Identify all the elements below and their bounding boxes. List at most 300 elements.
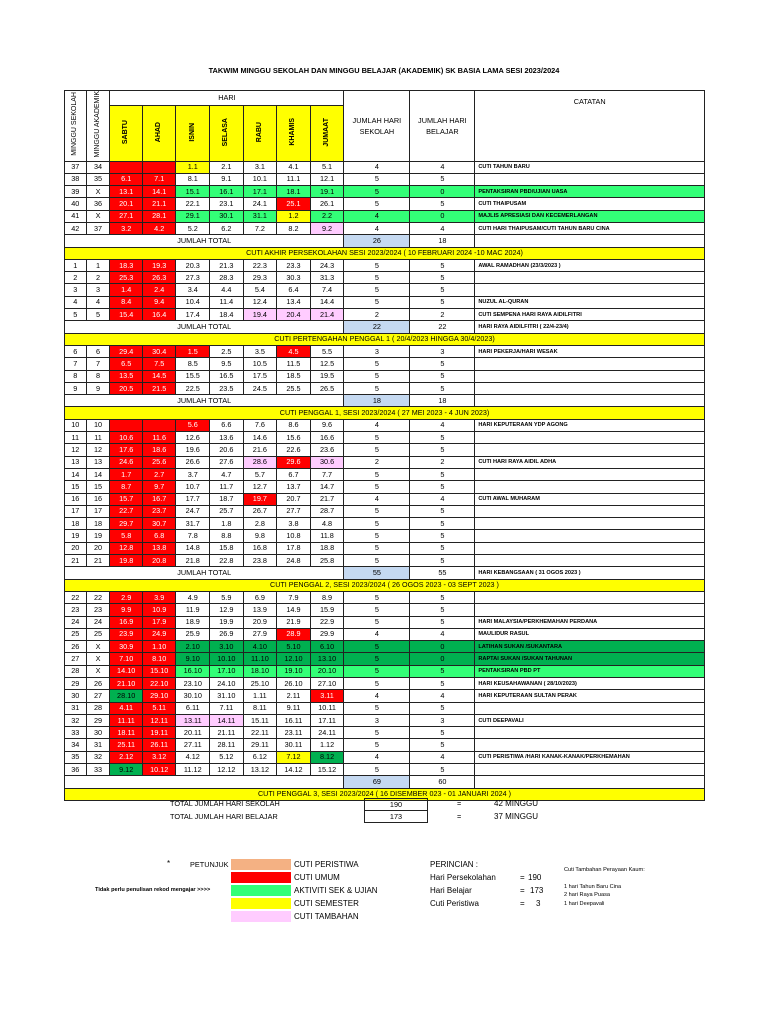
date-cell: 30.4 — [142, 345, 176, 357]
minggu-sekolah-cell: 31 — [65, 702, 87, 714]
jumlah-hari-belajar-cell: 5 — [410, 468, 475, 480]
date-cell: 21.4 — [310, 309, 344, 321]
date-cell: 14.9 — [277, 604, 311, 616]
date-cell: 23.10 — [176, 677, 210, 689]
perincian-eq-3: = — [520, 899, 525, 908]
date-cell: 9.2 — [310, 223, 344, 235]
perincian-label-1: Hari Persekolahan — [430, 873, 496, 882]
date-cell: 20.3 — [176, 259, 210, 271]
week-row — [65, 530, 705, 542]
minggu-sekolah-cell: 18 — [65, 518, 87, 530]
minggu-akademik-cell: 1 — [86, 259, 110, 271]
jumlah-hari-sekolah-cell: 5 — [344, 641, 410, 653]
week-row — [65, 419, 705, 431]
week-row — [65, 296, 705, 308]
jumlah-hari-belajar-cell: 5 — [410, 432, 475, 444]
jumlah-hari-belajar-cell: 5 — [410, 542, 475, 554]
date-cell: 5.1 — [310, 161, 344, 173]
date-cell: 10.5 — [243, 358, 277, 370]
date-cell: 9.11 — [277, 702, 311, 714]
catatan-cell — [475, 727, 705, 739]
week-row — [65, 604, 705, 616]
minggu-sekolah-cell: 12 — [65, 444, 87, 456]
minggu-sekolah-cell: 11 — [65, 432, 87, 444]
week-row — [65, 653, 705, 665]
date-cell: 13.4 — [277, 296, 311, 308]
cuti-banner-row — [65, 247, 705, 259]
jumlah-hari-belajar-cell: 4 — [410, 493, 475, 505]
date-cell: 21.3 — [210, 259, 244, 271]
date-cell: 5.2 — [176, 223, 210, 235]
date-cell: 1.2 — [277, 210, 311, 222]
date-cell: 22.5 — [176, 382, 210, 394]
date-cell: 10.10 — [210, 653, 244, 665]
jumlah-hari-belajar-cell: 2 — [410, 309, 475, 321]
date-cell: 18.4 — [210, 309, 244, 321]
calendar-table — [64, 90, 705, 801]
date-cell: 3.5 — [243, 345, 277, 357]
document-title: TAKWIM MINGGU SEKOLAH DAN MINGGU BELAJAR (AKADEMIK) SK BASIA LAMA SESI 2023/2024 — [208, 66, 560, 75]
date-cell: 28.3 — [210, 272, 244, 284]
date-cell: 11.1 — [277, 173, 311, 185]
minggu-akademik-cell: 30 — [86, 727, 110, 739]
legend-note: Tidak perlu penulisan rekod mengajar >>>> — [95, 887, 211, 893]
minggu-akademik-cell: 18 — [86, 518, 110, 530]
minggu-sekolah-cell: 4 — [65, 296, 87, 308]
catatan-cell — [475, 518, 705, 530]
date-cell: 12.10 — [277, 653, 311, 665]
jumlah-total-label: JUMLAH TOTAL — [65, 567, 344, 579]
date-cell: 17.10 — [210, 665, 244, 677]
minggu-sekolah-cell: 29 — [65, 677, 87, 689]
date-cell: 15.6 — [277, 432, 311, 444]
week-row — [65, 210, 705, 222]
date-cell: 12.6 — [176, 432, 210, 444]
jumlah-hari-sekolah-cell: 5 — [344, 616, 410, 628]
jumlah-hari-belajar-cell: 5 — [410, 702, 475, 714]
date-cell: 2.12 — [110, 751, 142, 763]
minggu-sekolah-cell: 33 — [65, 727, 87, 739]
date-cell: 24.1 — [243, 198, 277, 210]
date-cell: 28.6 — [243, 456, 277, 468]
jumlah-total-belajar: 22 — [410, 321, 475, 333]
date-cell: 5.8 — [110, 530, 142, 542]
week-row — [65, 444, 705, 456]
date-cell: 26.7 — [243, 505, 277, 517]
jumlah-hari-sekolah-cell: 5 — [344, 653, 410, 665]
date-cell: 3.10 — [210, 641, 244, 653]
date-cell: 13.11 — [176, 714, 210, 726]
date-cell: 29.11 — [243, 739, 277, 751]
jumlah-hari-sekolah-cell: 5 — [344, 186, 410, 198]
date-cell: 16.4 — [142, 309, 176, 321]
date-cell: 23.11 — [277, 727, 311, 739]
date-cell: 14.8 — [176, 542, 210, 554]
week-row — [65, 739, 705, 751]
catatan-cell — [475, 481, 705, 493]
jumlah-hari-sekolah-cell: 5 — [344, 727, 410, 739]
date-cell: 25.3 — [110, 272, 142, 284]
date-cell: 25.10 — [243, 677, 277, 689]
date-cell: 10.7 — [176, 481, 210, 493]
jumlah-hari-sekolah-cell: 5 — [344, 702, 410, 714]
date-cell: 22.8 — [210, 555, 244, 567]
date-cell: 15.11 — [243, 714, 277, 726]
week-row — [65, 173, 705, 185]
date-cell: 20.5 — [110, 382, 142, 394]
date-cell: 18.3 — [110, 259, 142, 271]
week-row — [65, 272, 705, 284]
minggu-sekolah-cell: 34 — [65, 739, 87, 751]
catatan-cell — [475, 444, 705, 456]
week-row — [65, 677, 705, 689]
date-cell: 13.9 — [243, 604, 277, 616]
minggu-sekolah-cell: 40 — [65, 198, 87, 210]
cuti-banner: CUTI PENGGAL 2, SESI 2023/2024 ( 26 OGOS 2023 - 03 SEPT 2023 ) — [65, 579, 705, 591]
date-cell: 23.1 — [210, 198, 244, 210]
date-cell: 30.6 — [310, 456, 344, 468]
jumlah-hari-sekolah-cell: 4 — [344, 493, 410, 505]
jumlah-hari-belajar-cell: 5 — [410, 296, 475, 308]
date-cell: 16.1 — [210, 186, 244, 198]
jumlah-hari-sekolah-cell: 5 — [344, 604, 410, 616]
jumlah-hari-sekolah-cell: 5 — [344, 542, 410, 554]
minggu-akademik-cell: X — [86, 641, 110, 653]
minggu-sekolah-cell: 25 — [65, 628, 87, 640]
jumlah-hari-sekolah-cell: 3 — [344, 714, 410, 726]
minggu-sekolah-cell: 24 — [65, 616, 87, 628]
jumlah-total-label: JUMLAH TOTAL — [65, 321, 344, 333]
jumlah-hari-belajar-cell: 0 — [410, 641, 475, 653]
date-cell: 4.11 — [110, 702, 142, 714]
jumlah-hari-belajar-cell: 5 — [410, 505, 475, 517]
date-cell: 5.10 — [277, 641, 311, 653]
date-cell: 26.9 — [210, 628, 244, 640]
jumlah-hari-belajar-cell: 5 — [410, 616, 475, 628]
date-cell: 24.9 — [142, 628, 176, 640]
date-cell: 29.9 — [310, 628, 344, 640]
jumlah-hari-belajar-cell: 4 — [410, 751, 475, 763]
date-cell: 6.11 — [176, 702, 210, 714]
day-header: RABU — [243, 106, 277, 161]
jumlah-total-label — [65, 776, 344, 788]
date-cell: 3.11 — [310, 690, 344, 702]
catatan-cell — [475, 776, 705, 788]
catatan-cell: MAULIDUR RASUL — [475, 628, 705, 640]
date-cell: 2.11 — [277, 690, 311, 702]
minggu-sekolah-cell: 20 — [65, 542, 87, 554]
date-cell: 8.6 — [277, 419, 311, 431]
jumlah-hari-belajar-cell: 5 — [410, 727, 475, 739]
catatan-cell — [475, 555, 705, 567]
date-cell: 19.7 — [243, 493, 277, 505]
date-cell: 27.11 — [176, 739, 210, 751]
minggu-akademik-cell: 24 — [86, 616, 110, 628]
catatan-cell: HARI KEBANGSAAN ( 31 OGOS 2023 ) — [475, 567, 705, 579]
week-row — [65, 198, 705, 210]
minggu-sekolah-cell: 15 — [65, 481, 87, 493]
date-cell: 26.10 — [277, 677, 311, 689]
minggu-akademik-cell: 3 — [86, 284, 110, 296]
date-cell: 8.7 — [110, 481, 142, 493]
minggu-akademik-header: MINGGU AKADEMIK — [86, 91, 110, 162]
date-cell: 5.4 — [243, 284, 277, 296]
jumlah-hari-sekolah-cell: 5 — [344, 284, 410, 296]
swatch-cuti-umum — [231, 872, 291, 883]
week-row — [65, 641, 705, 653]
total-sekolah-label: TOTAL JUMLAH HARI SEKOLAH — [170, 799, 280, 808]
minggu-sekolah-cell: 5 — [65, 309, 87, 321]
catatan-cell: HARI MALAYSIA/PERKHEMAHAN PERDANA — [475, 616, 705, 628]
date-cell: 3.4 — [176, 284, 210, 296]
date-cell: 17.4 — [176, 309, 210, 321]
date-cell: 12.7 — [243, 481, 277, 493]
date-cell: 4.9 — [176, 591, 210, 603]
jumlah-hari-sekolah-cell: 5 — [344, 665, 410, 677]
date-cell: 14.12 — [277, 764, 311, 776]
date-cell: 29.1 — [176, 210, 210, 222]
date-cell: 8.9 — [310, 591, 344, 603]
date-cell: 14.5 — [142, 370, 176, 382]
catatan-cell: HARI RAYA AIDILFITRI ( 22/4-23/4) — [475, 321, 705, 333]
jumlah-hari-belajar-cell: 3 — [410, 714, 475, 726]
extra-item-2: 2 hari Raya Puasa — [564, 892, 611, 898]
week-row — [65, 358, 705, 370]
date-cell: 24.11 — [310, 727, 344, 739]
date-cell: 10.9 — [142, 604, 176, 616]
jumlah-hari-belajar-cell: 5 — [410, 677, 475, 689]
date-cell: 12.1 — [310, 173, 344, 185]
jumlah-hari-sekolah-cell: 2 — [344, 456, 410, 468]
perincian-value-3: 3 — [536, 899, 541, 908]
date-cell: 26.5 — [310, 382, 344, 394]
legend-label-aktiviti: AKTIVITI SEK & UJIAN — [294, 886, 378, 895]
date-cell: 13.10 — [310, 653, 344, 665]
catatan-cell: CUTI PERISTIWA /HARI KANAK-KANAK/PERKHEMAHAN — [475, 751, 705, 763]
minggu-sekolah-cell: 35 — [65, 751, 87, 763]
date-cell: 17.8 — [277, 542, 311, 554]
date-cell: 8.4 — [110, 296, 142, 308]
week-row — [65, 186, 705, 198]
date-cell: 31.10 — [210, 690, 244, 702]
date-cell: 21.6 — [243, 444, 277, 456]
jumlah-hari-belajar-cell: 5 — [410, 518, 475, 530]
catatan-cell: NUZUL AL-QURAN — [475, 296, 705, 308]
date-cell: 27.9 — [243, 628, 277, 640]
date-cell: 20.9 — [243, 616, 277, 628]
date-cell — [110, 161, 142, 173]
date-cell: 15.7 — [110, 493, 142, 505]
catatan-cell: PENTAKSIRAN PBD/UJIAN UASA — [475, 186, 705, 198]
date-cell: 8.10 — [142, 653, 176, 665]
week-row — [65, 751, 705, 763]
week-row — [65, 223, 705, 235]
jumlah-hari-sekolah-cell: 5 — [344, 530, 410, 542]
total-sekolah-weeks: 42 MINGGU — [494, 799, 539, 808]
minggu-sekolah-cell: 14 — [65, 468, 87, 480]
catatan-cell — [475, 530, 705, 542]
jumlah-hari-belajar-cell: 5 — [410, 272, 475, 284]
date-cell: 5.12 — [210, 751, 244, 763]
minggu-sekolah-cell: 9 — [65, 382, 87, 394]
date-cell: 20.11 — [176, 727, 210, 739]
day-header: SELASA — [210, 106, 244, 161]
date-cell: 17.1 — [243, 186, 277, 198]
jumlah-hari-belajar-cell: 0 — [410, 210, 475, 222]
date-cell — [142, 419, 176, 431]
date-cell: 15.1 — [176, 186, 210, 198]
catatan-cell: HARI KEUSAHAWANAN ( 28/10/2023) — [475, 677, 705, 689]
date-cell: 5.11 — [142, 702, 176, 714]
date-cell: 11.12 — [176, 764, 210, 776]
minggu-sekolah-cell: 27 — [65, 653, 87, 665]
date-cell: 8.11 — [243, 702, 277, 714]
date-cell: 1.10 — [142, 641, 176, 653]
date-cell: 12.9 — [210, 604, 244, 616]
total-belajar-label: TOTAL JUMLAH HARI BELAJAR — [170, 812, 278, 821]
date-cell: 18.9 — [176, 616, 210, 628]
date-cell: 12.5 — [310, 358, 344, 370]
catatan-cell — [475, 591, 705, 603]
date-cell: 23.6 — [310, 444, 344, 456]
date-cell: 7.6 — [243, 419, 277, 431]
date-cell: 2.1 — [210, 161, 244, 173]
jumlah-total-row — [65, 235, 705, 247]
date-cell: 21.9 — [277, 616, 311, 628]
catatan-cell: LATIHAN SUKAN /SUKANTARA — [475, 641, 705, 653]
date-cell: 9.10 — [176, 653, 210, 665]
catatan-cell: CUTI HARI THAIPUSAM/CUTI TAHUN BARU CINA — [475, 223, 705, 235]
date-cell: 6.10 — [310, 641, 344, 653]
catatan-cell: CUTI DEEPAVALI — [475, 714, 705, 726]
minggu-sekolah-cell: 17 — [65, 505, 87, 517]
catatan-cell: CUTI TAHUN BARU — [475, 161, 705, 173]
catatan-cell — [475, 284, 705, 296]
minggu-akademik-cell: X — [86, 186, 110, 198]
date-cell: 19.11 — [142, 727, 176, 739]
jumlah-hari-sekolah-cell: 5 — [344, 518, 410, 530]
week-row — [65, 505, 705, 517]
jumlah-hari-belajar-cell: 5 — [410, 604, 475, 616]
day-header: AHAD — [142, 106, 176, 161]
date-cell: 16.11 — [277, 714, 311, 726]
minggu-akademik-cell: 9 — [86, 382, 110, 394]
week-row — [65, 555, 705, 567]
date-cell: 4.1 — [277, 161, 311, 173]
catatan-cell — [475, 395, 705, 407]
catatan-cell: HARI KEPUTERAAN YDP AGONG — [475, 419, 705, 431]
jumlah-hari-sekolah-cell: 5 — [344, 444, 410, 456]
date-cell: 17.9 — [142, 616, 176, 628]
day-header: KHAMIS — [277, 106, 311, 161]
date-cell: 24.6 — [110, 456, 142, 468]
date-cell: 6.12 — [243, 751, 277, 763]
perincian-eq-2: = — [520, 886, 525, 895]
jumlah-hari-belajar-cell: 4 — [410, 223, 475, 235]
jumlah-hari-belajar-cell: 5 — [410, 764, 475, 776]
jumlah-hari-belajar-cell: 5 — [410, 259, 475, 271]
date-cell: 2.4 — [142, 284, 176, 296]
jumlah-hari-belajar-cell: 3 — [410, 345, 475, 357]
perincian-title: PERINCIAN : — [430, 860, 479, 869]
date-cell: 19.9 — [210, 616, 244, 628]
week-row — [65, 518, 705, 530]
jumlah-hari-sekolah-cell: 5 — [344, 198, 410, 210]
catatan-cell — [475, 764, 705, 776]
catatan-cell — [475, 739, 705, 751]
minggu-akademik-cell: 20 — [86, 542, 110, 554]
jumlah-total-row — [65, 776, 705, 788]
date-cell: 1.12 — [310, 739, 344, 751]
date-cell: 24.7 — [176, 505, 210, 517]
date-cell: 21.8 — [176, 555, 210, 567]
swatch-cuti-peristiwa — [231, 859, 291, 870]
minggu-sekolah-cell: 22 — [65, 591, 87, 603]
jumlah-total-row — [65, 567, 705, 579]
jumlah-hari-sekolah-cell: 5 — [344, 382, 410, 394]
date-cell: 9.5 — [210, 358, 244, 370]
date-cell: 5.9 — [210, 591, 244, 603]
jumlah-total-belajar: 55 — [410, 567, 475, 579]
jumlah-hari-sekolah-cell: 3 — [344, 345, 410, 357]
date-cell: 19.8 — [110, 555, 142, 567]
date-cell: 25.8 — [310, 555, 344, 567]
week-row — [65, 727, 705, 739]
date-cell: 25.1 — [277, 198, 311, 210]
date-cell: 29.6 — [277, 456, 311, 468]
minggu-akademik-cell: 22 — [86, 591, 110, 603]
date-cell: 9.6 — [310, 419, 344, 431]
date-cell: 4.4 — [210, 284, 244, 296]
swatch-cuti-semester — [231, 898, 291, 909]
date-cell: 10.8 — [277, 530, 311, 542]
date-cell: 15.5 — [176, 370, 210, 382]
jumlah-hari-sekolah-cell: 4 — [344, 628, 410, 640]
date-cell: 7.4 — [310, 284, 344, 296]
date-cell: 21.10 — [110, 677, 142, 689]
date-cell: 21.1 — [142, 198, 176, 210]
date-cell: 3.9 — [142, 591, 176, 603]
date-cell: 18.7 — [210, 493, 244, 505]
date-cell: 22.9 — [310, 616, 344, 628]
date-cell: 4.12 — [176, 751, 210, 763]
date-cell: 17.6 — [110, 444, 142, 456]
date-cell: 29.7 — [110, 518, 142, 530]
minggu-sekolah-cell: 6 — [65, 345, 87, 357]
date-cell: 8.2 — [277, 223, 311, 235]
jumlah-hari-sekolah-cell: 5 — [344, 764, 410, 776]
date-cell: 2.7 — [142, 468, 176, 480]
jumlah-hari-sekolah-cell: 5 — [344, 677, 410, 689]
date-cell: 1.4 — [110, 284, 142, 296]
date-cell: 8.12 — [310, 751, 344, 763]
date-cell: 3.7 — [176, 468, 210, 480]
jumlah-hari-belajar-cell: 5 — [410, 382, 475, 394]
jumlah-total-sekolah: 69 — [344, 776, 410, 788]
minggu-sekolah-cell: 42 — [65, 223, 87, 235]
jumlah-hari-sekolah-cell: 5 — [344, 296, 410, 308]
hari-header: HARI — [110, 91, 344, 106]
catatan-cell: CUTI HARI RAYA AIDIL ADHA — [475, 456, 705, 468]
week-row — [65, 309, 705, 321]
date-cell: 10.1 — [243, 173, 277, 185]
legend-petunjuk: PETUNJUK — [190, 860, 229, 869]
date-cell: 17.5 — [243, 370, 277, 382]
date-cell: 24.3 — [310, 259, 344, 271]
date-cell: 16.6 — [310, 432, 344, 444]
minggu-akademik-cell: 5 — [86, 309, 110, 321]
swatch-cuti-tambahan — [231, 911, 291, 922]
